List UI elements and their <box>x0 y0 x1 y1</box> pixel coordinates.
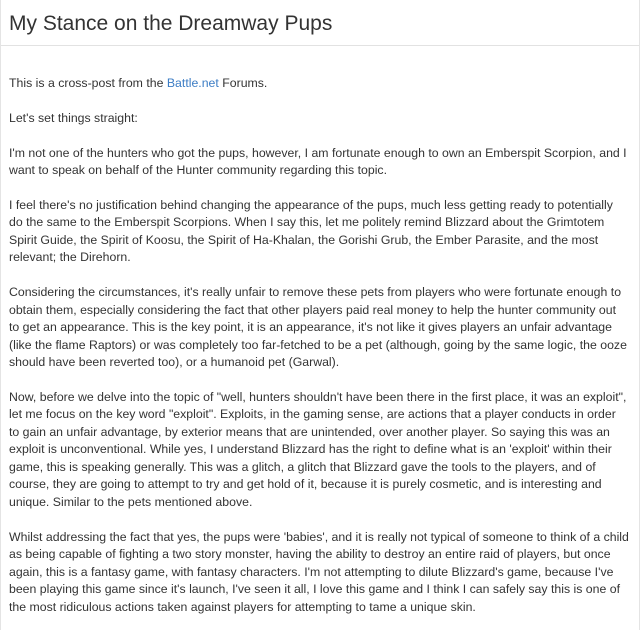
intro-text-after: Forums. <box>218 76 268 90</box>
paragraph-circumstances: Considering the circumstances, it's really unfair to remove these pets from players who were fortunate enough to obtain them, especially considering the fact that other players paid real money to help the hunter community out to get an appearance. This is the key point, it is an appearance, it's not like it gives players an unfair advantage (like the flame Raptors) or was completely too far-fetched to be a pet (although, going by the same logic, the ooze should have been reverted too), or a humanoid pet (Garwal). <box>9 285 627 370</box>
paragraph-babies: Whilst addressing the fact that yes, the pups were 'babies', and it is really not typical of someone to think of a child as being capable of fighting a two story monster, having the ability to destroy an entire raid of players, but once again, this is a fantasy game, with fantasy characters. I'm not attempting to dilute Blizzard's game, because I've been playing this game since it's launch, I've seen it all, I love this game and I think I can safely say this is one of the most ridiculous actions taken against players for attempting to tame a unique skin. <box>9 529 629 614</box>
paragraph-hunter-perspective: I'm not one of the hunters who got the pups, however, I am fortunate enough to own an Emberspit Scorpion, and I want to speak on behalf of the Hunter community regarding this topic. <box>9 145 627 178</box>
intro-paragraph <box>9 75 629 93</box>
battlenet-link[interactable]: Battle.net <box>166 76 219 90</box>
post-title: My Stance on the Dreamway Pups <box>9 12 333 35</box>
paragraph-setting-straight: Let's set things straight: <box>9 110 138 125</box>
post-body <box>1 46 639 616</box>
post-header <box>1 0 639 46</box>
paragraph-exploit: Now, before we delve into the topic of "well, hunters shouldn't have been there in the first place, it was an exploit", let me focus on the key word "exploit". Exploits, in the gaming sense, are actions that a player conducts in order to gain an unfair advantage, by exterior means that are unintended, over another player. So saying this was an exploit is unconventional. While yes, I understand Blizzard has the right to define what is an 'exploit' within their game, this is speaking generally. This was a glitch, a glitch that Blizzard gave the tools to the players, and of course, they are going to attempt to try and get hold of it, because it is purely cosmetic, and is interesting and unique. Similar to the pets mentioned above. <box>9 389 627 509</box>
paragraph-no-justification: I feel there's no justification behind changing the appearance of the pups, much less getting ready to potentially do the same to the Emberspit Scorpions. When I say this, let me politely remind Blizzard about the Grimtotem Spirit Guide, the Spirit of Koosu, the Spirit of Ha-Khalan, the Gorishi Grub, the Ember Parasite, and the most relevant; the Direhorn. <box>9 197 613 265</box>
intro-text-before: This is a cross-post from the <box>9 76 167 90</box>
